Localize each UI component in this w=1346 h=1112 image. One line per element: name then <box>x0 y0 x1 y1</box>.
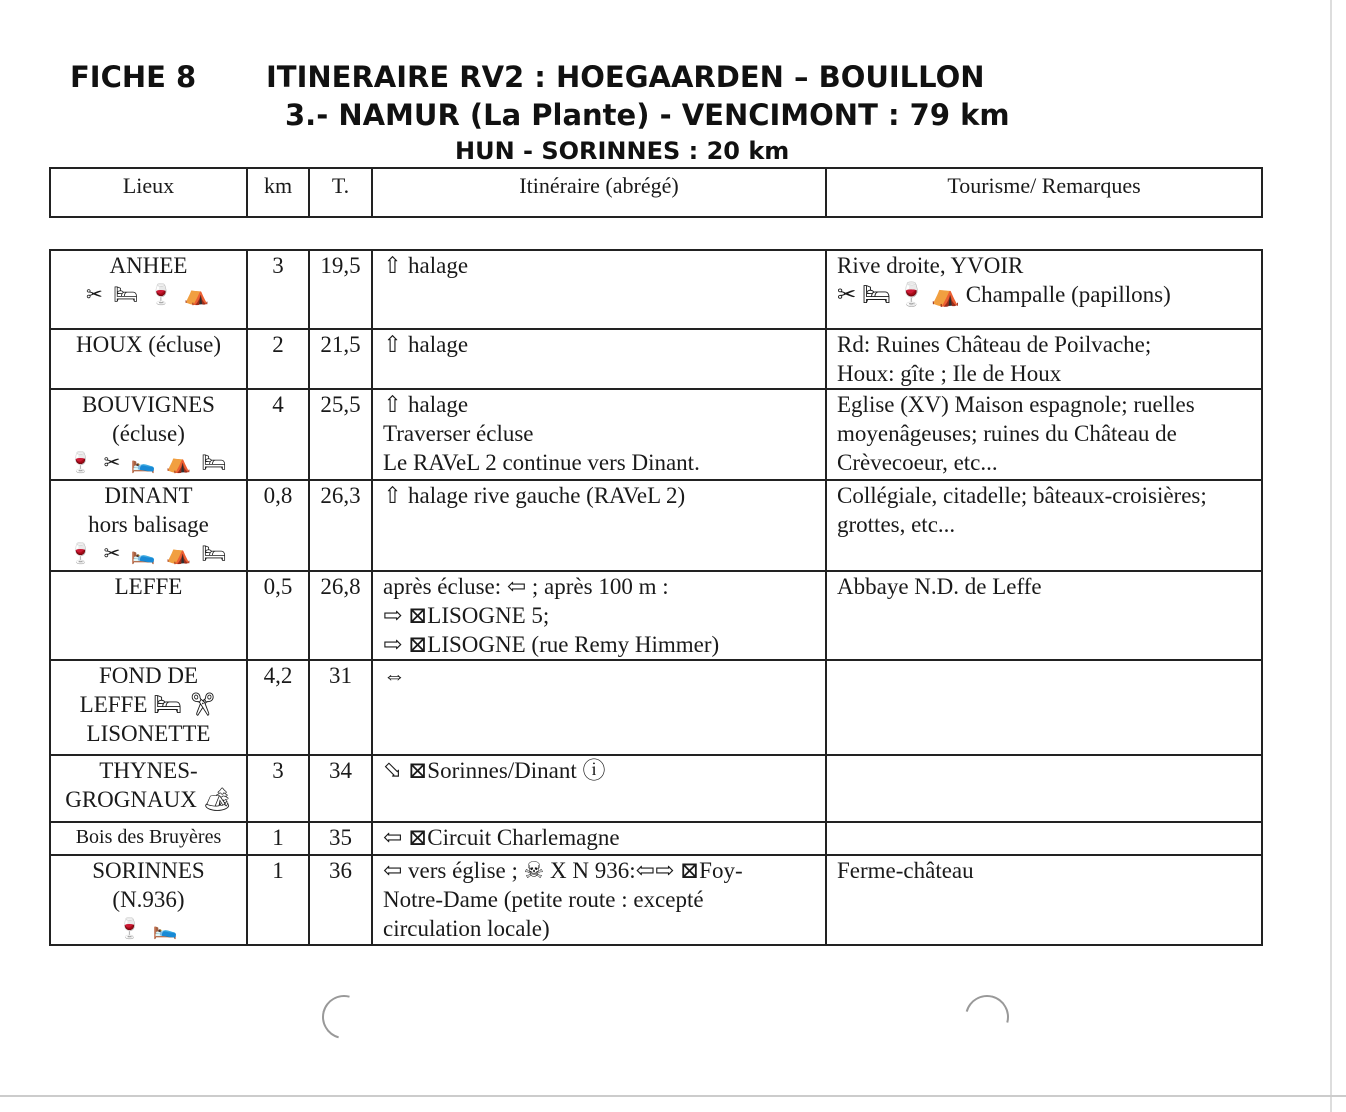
cell-remarks <box>826 329 1262 389</box>
table-row <box>50 329 1262 389</box>
place-line: HOUX (écluse) <box>76 332 221 357</box>
table-row <box>50 660 1262 755</box>
cell-itinerary <box>372 571 826 660</box>
place-line: FOND DE <box>98 663 199 688</box>
cell-km: 4 <box>247 389 309 480</box>
cell-remarks <box>826 855 1262 945</box>
cell-place <box>50 755 247 822</box>
table-row <box>50 480 1262 571</box>
itinerary-rows <box>50 250 1262 945</box>
cell-remarks <box>826 660 1262 755</box>
itinerary-line: ⇔ <box>383 663 406 688</box>
place-line: Bois des Bruyères <box>75 826 222 848</box>
place-line: hors balisage <box>88 512 209 537</box>
cell-total: 35 <box>309 822 372 855</box>
itinerary-title: ITINERAIRE RV2 : HOEGAARDEN – BOUILLON <box>266 60 985 94</box>
remark-line: Ferme-château <box>837 858 974 883</box>
place-line: LISONETTE <box>86 721 211 746</box>
place-line: (écluse) <box>112 421 185 446</box>
facility-icons: ✂ 🛏 🍷 ⛺ <box>85 282 212 306</box>
scan-edge-bottom <box>0 1095 1346 1097</box>
punch-hole-right <box>957 987 1017 1047</box>
itinerary-table <box>49 249 1263 946</box>
place-line: LEFFE <box>114 574 183 599</box>
cell-itinerary <box>372 329 826 389</box>
itinerary-line: Notre-Dame (petite route : excepté <box>383 887 704 912</box>
cell-total: 19,5 <box>309 250 372 329</box>
subsection-title: HUN - SORINNES : 20 km <box>455 137 790 165</box>
cell-km: 1 <box>247 855 309 945</box>
itinerary-line: ⇨ ⊠LISOGNE 5; <box>383 603 550 628</box>
cell-total: 21,5 <box>309 329 372 389</box>
cell-place <box>50 855 247 945</box>
remark-line: Collégiale, citadelle; bâteaux-croisières; <box>837 483 1207 508</box>
itinerary-line: circulation locale) <box>383 916 550 941</box>
col-header-itinerary: Itinéraire (abrégé) <box>372 168 826 217</box>
punch-hole-left <box>314 987 374 1047</box>
remark-line: grottes, etc... <box>837 512 956 537</box>
itinerary-line: ⇧ halage <box>383 253 469 278</box>
remark-line: Houx: gîte ; Ile de Houx <box>837 361 1062 386</box>
cell-place <box>50 389 247 480</box>
place-line: (N.936) <box>112 887 185 912</box>
itinerary-line: Le RAVeL 2 continue vers Dinant. <box>383 450 700 475</box>
cell-remarks <box>826 571 1262 660</box>
table-row <box>50 250 1262 329</box>
itinerary-line: ⇨ ⊠LISOGNE (rue Remy Himmer) <box>383 632 720 657</box>
table-row <box>50 855 1262 945</box>
column-header-table <box>49 167 1263 218</box>
itinerary-line: ⬂ ⊠Sorinnes/Dinant ⓘ <box>383 758 606 783</box>
facility-icons: 🍷 ✂ 🛌 ⛺ 🛏 <box>68 541 229 565</box>
cell-km: 3 <box>247 250 309 329</box>
cell-place <box>50 329 247 389</box>
cell-total: 26,3 <box>309 480 372 571</box>
fiche-number: FICHE 8 <box>70 60 197 94</box>
cell-total: 31 <box>309 660 372 755</box>
cell-km: 4,2 <box>247 660 309 755</box>
table-row <box>50 755 1262 822</box>
cell-itinerary <box>372 822 826 855</box>
cell-itinerary <box>372 660 826 755</box>
place-line: ANHEE <box>109 253 188 278</box>
place-line: LEFFE 🛏 ✂ <box>79 692 218 717</box>
cell-place <box>50 660 247 755</box>
cell-km: 0,5 <box>247 571 309 660</box>
cell-place <box>50 250 247 329</box>
remark-line: Rd: Ruines Château de Poilvache; <box>837 332 1152 357</box>
itinerary-line: ⇧ halage rive gauche (RAVeL 2) <box>383 483 686 508</box>
cell-km: 2 <box>247 329 309 389</box>
itinerary-line: Traverser écluse <box>383 421 534 446</box>
place-line: DINANT <box>104 483 193 508</box>
cell-place <box>50 822 247 855</box>
table-row <box>50 389 1262 480</box>
remark-line: moyenâgeuses; ruines du Château de <box>837 421 1177 446</box>
cell-km: 3 <box>247 755 309 822</box>
cell-remarks <box>826 755 1262 822</box>
place-line: BOUVIGNES <box>82 392 215 417</box>
remark-line: Rive droite, YVOIR <box>837 253 1024 278</box>
remark-line: ✂ 🛏 🍷 ⛺ Champalle (papillons) <box>837 282 1171 307</box>
facility-icons: 🍷 🛌 <box>117 916 180 940</box>
section-title: 3.- NAMUR (La Plante) - VENCIMONT : 79 km <box>285 98 1010 132</box>
cell-itinerary <box>372 755 826 822</box>
remark-line: Crèvecoeur, etc... <box>837 450 998 475</box>
itinerary-line: ⇦ ⊠Circuit Charlemagne <box>383 825 620 850</box>
cell-place <box>50 571 247 660</box>
itinerary-line: ⇧ halage <box>383 392 469 417</box>
column-header-row <box>50 168 1262 217</box>
itinerary-line: après écluse: ⇦ ; après 100 m : <box>383 574 669 599</box>
cell-km: 0,8 <box>247 480 309 571</box>
place-line: SORINNES <box>92 858 205 883</box>
cell-itinerary <box>372 480 826 571</box>
table-row <box>50 822 1262 855</box>
scan-edge-right <box>1330 0 1332 1112</box>
cell-remarks <box>826 480 1262 571</box>
cell-remarks <box>826 822 1262 855</box>
cell-itinerary <box>372 250 826 329</box>
remark-line: Abbaye N.D. de Leffe <box>837 574 1042 599</box>
place-line: THYNES- <box>99 758 198 783</box>
cell-total: 26,8 <box>309 571 372 660</box>
cell-place <box>50 480 247 571</box>
itinerary-line: ⇦ vers église ; ☠ X N 936:⇦⇨ ⊠Foy- <box>383 858 743 883</box>
cell-remarks <box>826 250 1262 329</box>
col-header-km: km <box>247 168 309 217</box>
col-header-total: T. <box>309 168 372 217</box>
col-header-remarks: Tourisme/ Remarques <box>826 168 1262 217</box>
remark-line: Eglise (XV) Maison espagnole; ruelles <box>837 392 1195 417</box>
table-row <box>50 571 1262 660</box>
cell-total: 34 <box>309 755 372 822</box>
cell-itinerary <box>372 389 826 480</box>
col-header-place: Lieux <box>50 168 247 217</box>
cell-total: 36 <box>309 855 372 945</box>
cell-total: 25,5 <box>309 389 372 480</box>
itinerary-line: ⇧ halage <box>383 332 469 357</box>
cell-remarks <box>826 389 1262 480</box>
place-line: GROGNAUX 🏕 <box>65 787 232 812</box>
cell-km: 1 <box>247 822 309 855</box>
facility-icons: 🍷 ✂ 🛌 ⛺ 🛏 <box>68 450 229 474</box>
cell-itinerary <box>372 855 826 945</box>
